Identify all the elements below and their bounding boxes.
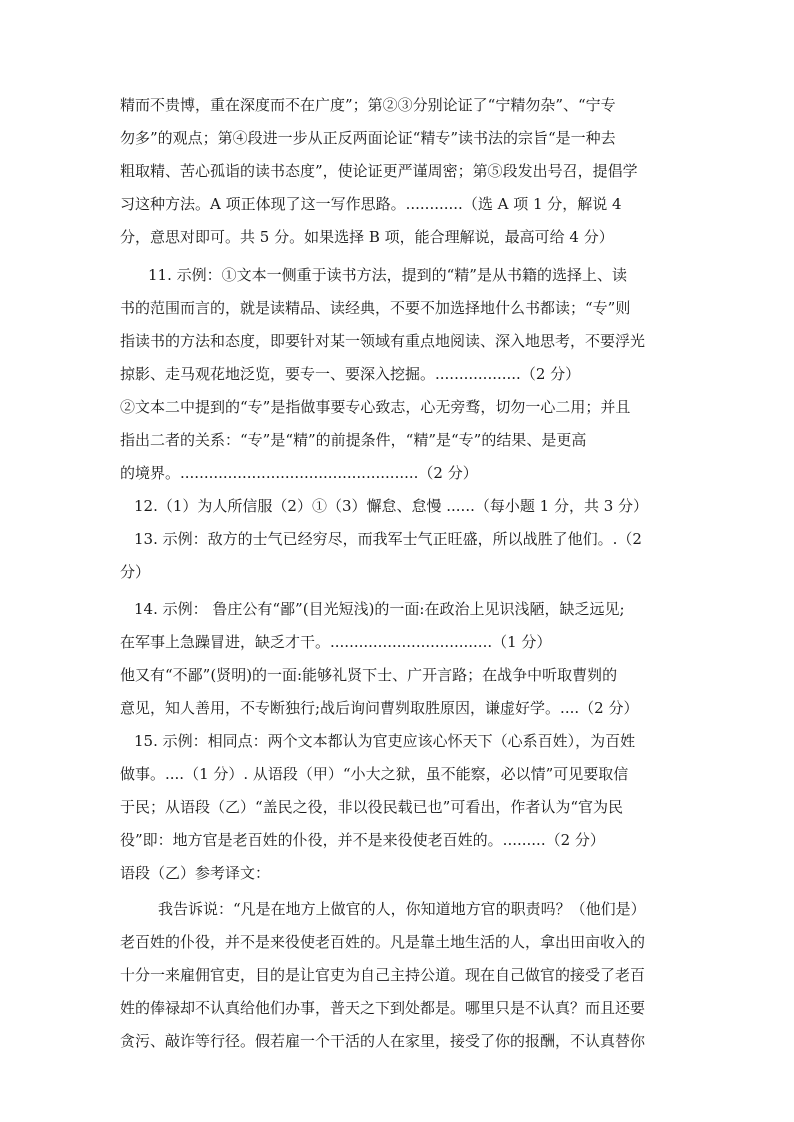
- text-line: ②文本二中提到的“专”是指做事要专心致志，心无旁骛，切勿一心二用；并且: [120, 398, 631, 416]
- text-line: 书的范围而言的，就是读精品、读经典，不要不加选择地什么书都读；“专”则: [120, 299, 631, 317]
- text-line: 于民；从语段（乙）“盖民之役，非以役民载已也”可看出，作者认为“官为民: [120, 798, 624, 816]
- text-line: 15. 示例：相同点：两个文本都认为官吏应该心怀天下（心系百姓），为百姓: [134, 732, 636, 750]
- text-line: 13. 示例：敌方的士气已经穷尽，而我军士气正旺盛，所以战胜了他们。.（2: [134, 530, 642, 548]
- section-heading: 语段（乙）参考译文：: [120, 864, 271, 882]
- text-line: 习这种方法。A 项正体现了这一写作思路。............（选 A 项 1 分，解说 4: [120, 195, 622, 213]
- text-line: 指出二者的关系：“专”是“精”的前提条件，“精”是“专”的结果、是更高: [120, 431, 587, 449]
- text-line: 在军事上急躁冒进，缺乏才干。..................................（1 分）: [120, 633, 552, 651]
- text-line: 精而不贵博，重在深度而不在广度”；第②③分别论证了“宁精勿杂”、“宁专: [120, 96, 616, 114]
- text-line: 指读书的方法和态度，即要针对某一领域有重点地阅读、深入地思考，不要浮光: [120, 332, 646, 350]
- translation-line: 贪污、敲诈等行径。假若雇一个干活的人在家里，接受了你的报酬，不认真替你: [120, 1032, 646, 1050]
- text-line: 勿多”的观点；第④段进一步从正反两面论证“精专”读书法的宗旨“是一种去: [120, 129, 616, 147]
- text-line: 掠影、走马观花地泛览，要专一、要深入挖掘。..................（2 分）: [120, 365, 581, 383]
- text-line: 11. 示例：①文本一侧重于读书方法，提到的“精”是从书籍的选择上、读: [148, 266, 627, 284]
- translation-line: 我告诉说：“凡是在地方上做官的人，你知道地方官的职责吗？（他们是）: [158, 900, 646, 918]
- text-line: 粗取精、苦心孤诣的读书态度”，使论证更严谨周密；第⑤段发出号召，提倡学: [120, 162, 638, 180]
- text-line: 14. 示例： 鲁庄公有“鄙”(目光短浅)的一面:在政治上见识浅陋，缺乏远见;: [134, 600, 625, 618]
- text-line: 分，意思对即可。共 5 分。如果选择 B 项，能合理解说，最高可给 4 分）: [120, 228, 614, 246]
- text-line: 做事。....（1 分）. 从语段（甲）“小大之狱，虽不能察，必以情”可见要取信: [120, 765, 629, 783]
- translation-line: 十分一来雇佣官吏，目的是让官吏为自己主持公道。现在自己做官的接受了老百: [120, 966, 646, 984]
- translation-line: 老百姓的仆役，并不是来役使老百姓的。凡是靠土地生活的人，拿出田亩收入的: [120, 933, 646, 951]
- text-line: 的境界。..................................................（2 分）: [120, 464, 478, 482]
- text-line: 役”即：地方官是老百姓的仆役，并不是来役使老百姓的。.........（2 分）: [120, 831, 605, 849]
- text-line: 他又有“不鄙”(贤明)的一面:能够礼贤下士、广开言路；在战争中听取曹刿的: [120, 666, 618, 684]
- translation-line: 姓的俸禄却不认真给他们办事，普天之下到处都是。哪里只是不认真？而且还要: [120, 999, 646, 1017]
- text-line: 分）: [120, 563, 151, 581]
- text-line: 意见，知人善用，不专断独行;战后询问曹刿取胜原因，谦虚好学。....（2 分）: [120, 699, 639, 717]
- text-line: 12.（1）为人所信服（2）①（3）懈怠、怠慢 ......（每小题 1 分，共 3 分）: [134, 497, 649, 515]
